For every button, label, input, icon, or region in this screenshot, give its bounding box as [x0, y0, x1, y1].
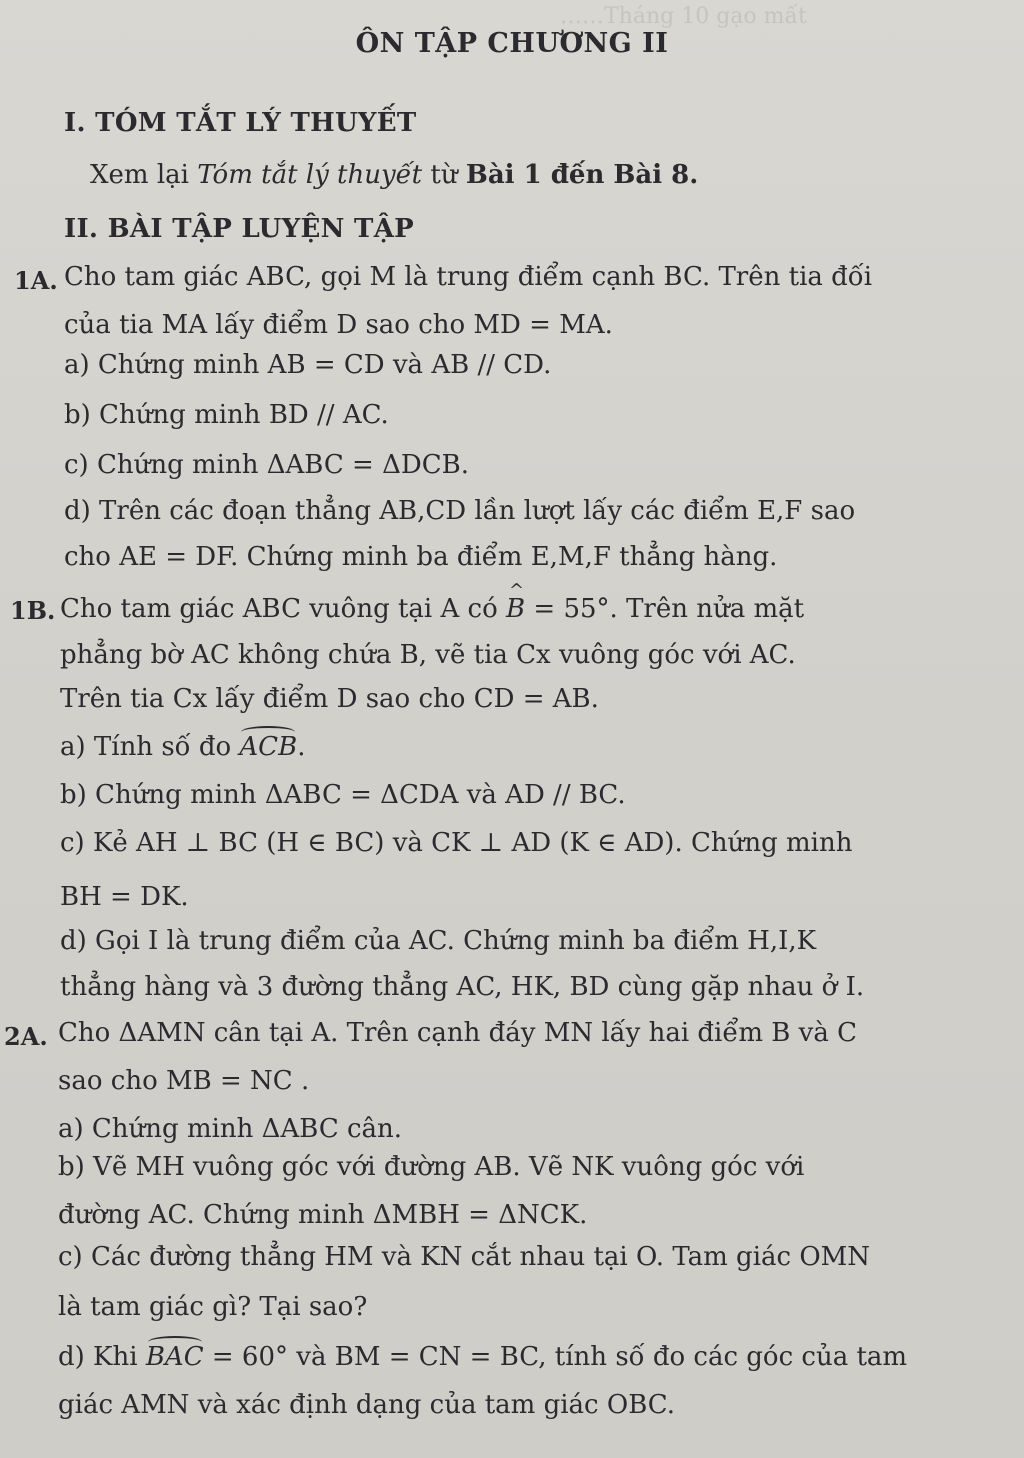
problem-part: d) Khi BAC = 60° và BM = CN = BC, tính số đo các góc của tam [58, 1342, 908, 1372]
problem-part: a) Tính số đo ACB. [60, 732, 306, 762]
problem-part: b) Chứng minh ΔABC = ΔCDA và AD // BC. [60, 780, 626, 810]
problem-number: 1B. [10, 596, 56, 625]
problem-part: b) Vẽ MH vuông góc với đường AB. Vẽ NK vuông góc với [58, 1152, 805, 1182]
problem-text: Trên tia Cx lấy điểm D sao cho CD = AB. [60, 684, 599, 714]
problem-part: là tam giác gì? Tại sao? [58, 1292, 368, 1322]
problem-part: c) Chứng minh ΔABC = ΔDCB. [64, 450, 469, 480]
problem-part: cho AE = DF. Chứng minh ba điểm E,M,F thẳng hàng. [64, 542, 778, 572]
section-1-text: Xem lại Tóm tắt lý thuyết từ Bài 1 đến Bài 8. [90, 160, 699, 190]
problem-text: phẳng bờ AC không chứa B, vẽ tia Cx vuông góc với AC. [60, 640, 796, 670]
problem-part: d) Gọi I là trung điểm của AC. Chứng minh ba điểm H,I,K [60, 926, 817, 956]
problem-part: c) Kẻ AH ⊥ BC (H ∈ BC) và CK ⊥ AD (K ∈ AD). Chứng minh [60, 828, 853, 858]
problem-number: 2A. [4, 1022, 48, 1051]
problem-text: Cho tam giác ABC vuông tại A có ^ B = 55°. Trên nửa mặt [60, 594, 804, 624]
problem-part: đường AC. Chứng minh ΔMBH = ΔNCK. [58, 1200, 588, 1230]
section-2-heading: II. BÀI TẬP LUYỆN TẬP [64, 214, 415, 244]
section-1-heading: I. TÓM TẮT LÝ THUYẾT [64, 108, 417, 138]
problem-part: a) Chứng minh ΔABC cân. [58, 1114, 403, 1144]
bleed-through-text: ……Tháng 10 gạo mất [560, 4, 807, 29]
problem-text: Cho ΔAMN cân tại A. Trên cạnh đáy MN lấy hai điểm B và C [58, 1018, 857, 1048]
problem-part: d) Trên các đoạn thẳng AB,CD lần lượt lấy các điểm E,F sao [64, 496, 856, 526]
problem-part: thẳng hàng và 3 đường thẳng AC, HK, BD cùng gặp nhau ở I. [60, 972, 865, 1002]
chapter-title: ÔN TẬP CHƯƠNG II [355, 28, 669, 59]
problem-number: 1A. [14, 266, 58, 295]
problem-part: giác AMN và xác định dạng của tam giác OBC. [58, 1390, 676, 1420]
problem-part: BH = DK. [60, 882, 189, 912]
problem-part: a) Chứng minh AB = CD và AB // CD. [64, 350, 552, 380]
problem-text: Cho tam giác ABC, gọi M là trung điểm cạnh BC. Trên tia đối [64, 262, 873, 292]
problem-part: b) Chứng minh BD // AC. [64, 400, 389, 430]
problem-part: c) Các đường thẳng HM và KN cắt nhau tại O. Tam giác OMN [58, 1242, 871, 1272]
problem-text: của tia MA lấy điểm D sao cho MD = MA. [64, 310, 613, 340]
problem-text: sao cho MB = NC . [58, 1066, 310, 1096]
